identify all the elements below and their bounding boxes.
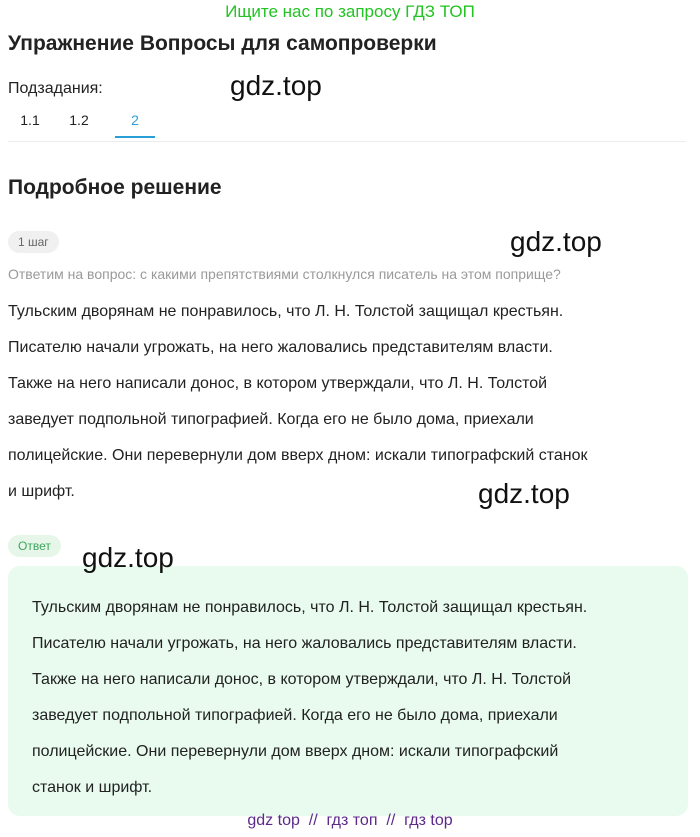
question-text: Ответим на вопрос: с какими препятствиями столкнулся писатель на этом поприще?	[8, 266, 561, 282]
watermark: gdz.top	[230, 70, 322, 101]
solution-heading: Подробное решение	[8, 176, 222, 199]
step-badge: 1 шаг	[8, 231, 59, 253]
tab-1-2[interactable]: 1.2	[69, 112, 89, 128]
solution-line: и шрифт.	[8, 483, 75, 500]
answer-badge: Ответ	[8, 535, 61, 557]
solution-line: полицейские. Они перевернули дом вверх дном: искали типографский станок	[8, 447, 588, 464]
top-banner: Ищите нас по запросу ГДЗ ТОП	[225, 2, 475, 21]
solution-line: заведует подпольной типографией. Когда его не было дома, приехали	[8, 411, 534, 428]
answer-line: Тульским дворянам не понравилось, что Л. Н. Толстой защищал крестьян.	[32, 599, 588, 616]
answer-line: Также на него написали донос, в котором утверждали, что Л. Н. Толстой	[32, 671, 572, 688]
watermark: gdz.top	[478, 478, 570, 509]
answer-line: Писателю начали угрожать, на него жаловались представителям власти.	[32, 635, 577, 652]
solution-line: Тульским дворянам не понравилось, что Л. Н. Толстой защищал крестьян.	[8, 303, 564, 320]
solution-line: Писателю начали угрожать, на него жаловались представителям власти.	[8, 339, 553, 356]
subtasks-label: Подзадания:	[8, 80, 103, 97]
divider	[8, 141, 686, 142]
watermark: gdz.top	[510, 226, 602, 257]
solution-line: Также на него написали донос, в котором утверждали, что Л. Н. Толстой	[8, 375, 548, 392]
tab-2[interactable]: 2	[115, 104, 155, 138]
answer-line: полицейские. Они перевернули дом вверх дном: искали типографский	[32, 743, 559, 760]
answer-line: заведует подпольной типографией. Когда его не было дома, приехали	[32, 707, 558, 724]
answer-text	[32, 590, 682, 806]
tab-1-1[interactable]: 1.1	[20, 112, 40, 128]
footer-links[interactable]: gdz top // гдз топ // гдз top	[247, 812, 453, 829]
watermark: gdz.top	[82, 542, 174, 573]
answer-line: станок и шрифт.	[32, 779, 153, 796]
subtask-tabs	[8, 104, 155, 138]
solution-text	[8, 294, 688, 510]
page-title: Упражнение Вопросы для самопроверки	[8, 32, 437, 55]
